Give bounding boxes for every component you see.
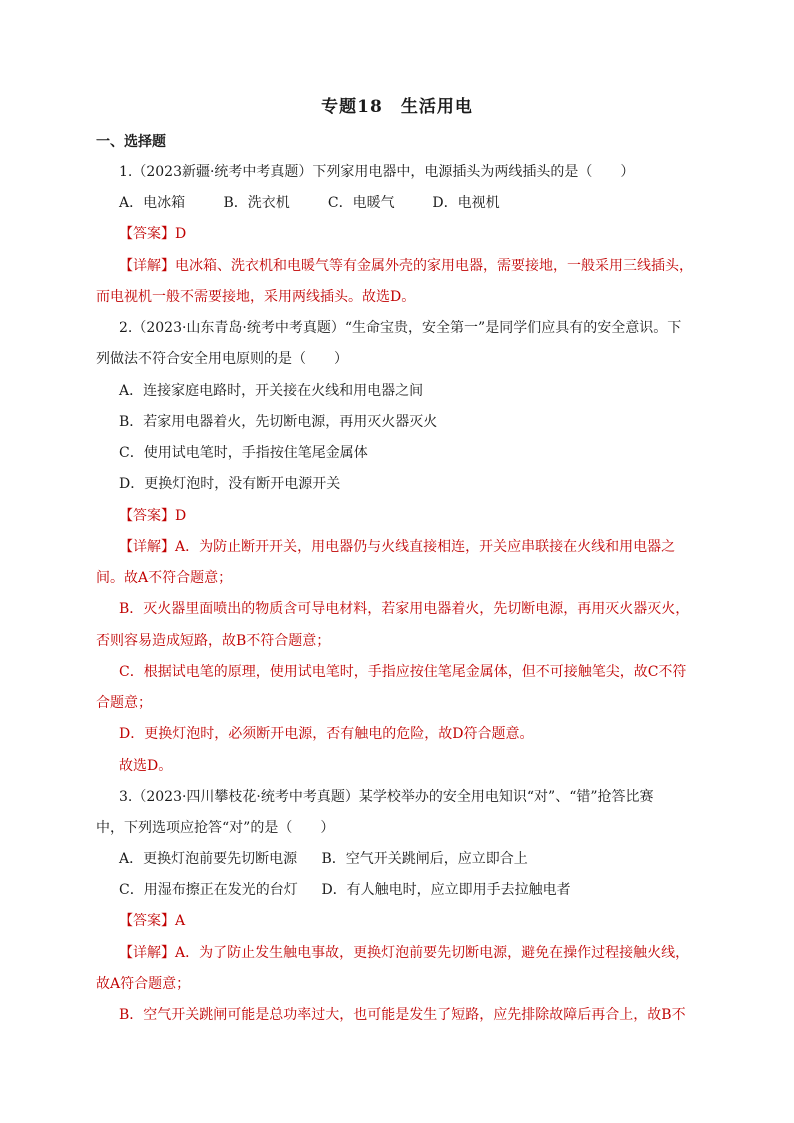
q3-option-a: A．更换灯泡前要先切断电源 [119, 851, 298, 867]
q2-detail-a-1 [119, 537, 698, 557]
question-2-stem-1: 2.（2023·山东青岛·统考中考真题）“生命宝贵，安全第一”是同学们应具有的安全意识。下 [119, 320, 682, 336]
q3-options-row-1 [119, 849, 698, 869]
q3-option-b: B．空气开关跳闸后，应立即合上 [321, 851, 528, 867]
question-3-stem-1: 3.（2023·四川攀枝花·统考中考真题）某学校举办的安全用电知识“对”、“错”抢答比赛 [119, 789, 654, 805]
q2-detail-b-2: 否则容易造成短路，故B不符合题意； [96, 633, 331, 649]
detail-text: A．为了防止发生触电事故，更换灯泡前要先切断电源，避免在操作过程接触火线， [175, 945, 690, 961]
detail-tag: 【详解】 [119, 258, 175, 274]
page-title: 专题18 生活用电 [321, 97, 473, 117]
q3-option-c: C．用湿布擦正在发光的台灯 [119, 882, 298, 898]
q3-option-d: D．有人触电时，应立即用手去拉触电者 [321, 882, 571, 898]
q1-answer [119, 224, 698, 244]
answer-tag: 【答案】 [119, 226, 175, 242]
q2-detail-c-1: C．根据试电笔的原理，使用试电笔时，手指应按住笔尾金属体，但不可接触笔尖，故C不符 [119, 664, 687, 680]
answer-value: A [175, 913, 186, 929]
q3-options-row-2 [119, 880, 698, 900]
q3-detail-a-2: 故A符合题意； [96, 976, 191, 992]
answer-tag: 【答案】 [119, 508, 175, 524]
detail-text: 电冰箱、洗衣机和电暖气等有金属外壳的家用电器，需要接地，一般采用三线插头， [175, 258, 693, 274]
q2-detail-a-2: 间。故A不符合题意； [96, 570, 233, 586]
section-heading: 一、选择题 [96, 134, 166, 150]
q3-detail-b-1: B．空气开关跳闸可能是总功率过大，也可能是发生了短路，应先排除故障后再合上，故B不 [119, 1007, 686, 1023]
q1-option-a: A．电冰箱 [119, 195, 186, 211]
q3-answer [119, 911, 698, 931]
q2-option-a: A．连接家庭电路时，开关接在火线和用电器之间 [119, 383, 424, 399]
question-1-options [119, 193, 698, 213]
q2-conclusion: 故选D。 [119, 758, 173, 774]
q1-option-d: D．电视机 [432, 195, 500, 211]
question-1-stem: 1.（2023新疆·统考中考真题）下列家用电器中，电源插头为两线插头的是（ ） [119, 164, 635, 180]
answer-tag: 【答案】 [119, 913, 175, 929]
answer-value: D [175, 226, 187, 242]
detail-text: A．为防止断开开关，用电器仍与火线直接相连，开关应串联接在火线和用电器之 [175, 539, 676, 555]
q2-answer [119, 506, 698, 526]
q1-option-c: C．电暖气 [327, 195, 395, 211]
q2-option-c: C．使用试电笔时，手指按住笔尾金属体 [119, 445, 368, 461]
q2-detail-d: D．更换灯泡时，必须断开电源，否有触电的危险，故D符合题意。 [119, 726, 534, 742]
q1-detail-line-2: 而电视机一般不需要接地，采用两线插头。故选D。 [96, 289, 416, 305]
detail-tag: 【详解】 [119, 539, 175, 555]
answer-value: D [175, 508, 187, 524]
detail-tag: 【详解】 [119, 945, 175, 961]
question-3-stem-2: 中，下列选项应抢答“对”的是（ ） [96, 820, 335, 836]
q1-detail-line-1 [119, 256, 698, 276]
q2-option-b: B．若家用电器着火，先切断电源，再用灭火器灭火 [119, 414, 438, 430]
q2-detail-b-1: B．灭火器里面喷出的物质含可导电材料，若家用电器着火，先切断电源，再用灭火器灭火， [119, 601, 690, 617]
q3-detail-a-1 [119, 943, 698, 963]
q2-option-d: D．更换灯泡时，没有断开电源开关 [119, 476, 341, 492]
question-2-stem-2: 列做法不符合安全用电原则的是（ ） [96, 351, 348, 367]
q2-detail-c-2: 合题意； [96, 695, 152, 711]
q1-option-b: B．洗衣机 [223, 195, 290, 211]
